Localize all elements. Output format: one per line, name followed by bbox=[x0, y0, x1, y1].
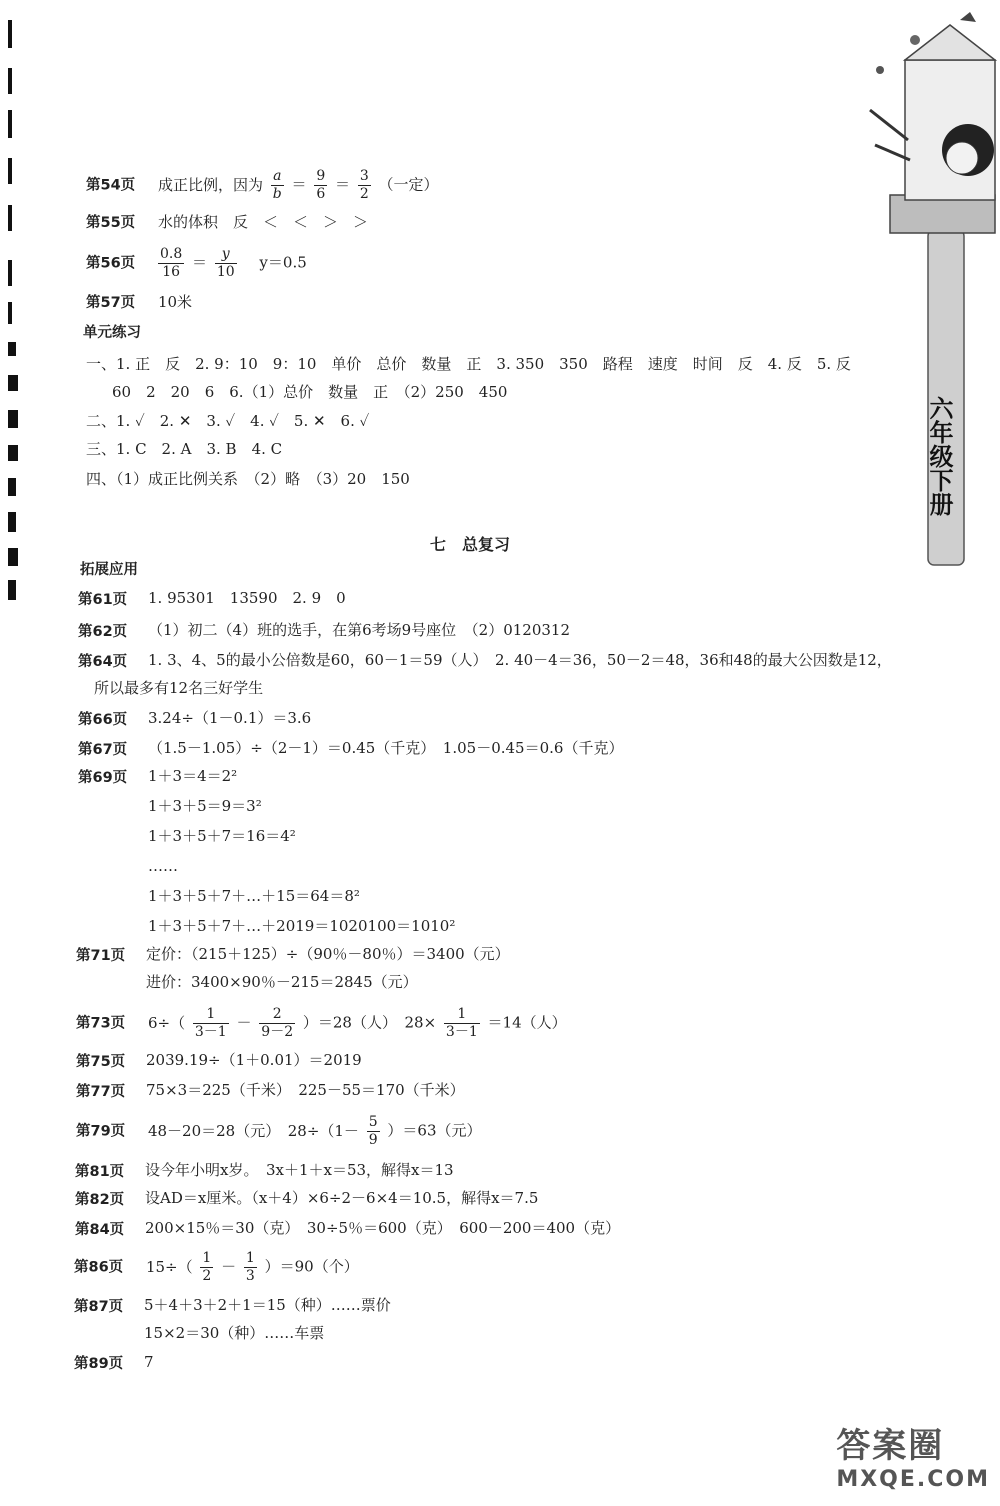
entry-p73 bbox=[76, 1006, 567, 1041]
fraction: $\frac{1}{3}$ bbox=[245, 1250, 255, 1284]
entry-p55 bbox=[86, 212, 368, 233]
minus-sign: － bbox=[221, 1257, 237, 1276]
entry-p86 bbox=[74, 1250, 359, 1285]
grade-side-label: 六年级下册 bbox=[925, 396, 953, 516]
page-number: 第55页 bbox=[86, 215, 136, 231]
answer-line: 设AD＝x厘米。（x＋4）×6÷2－6×4＝10.5，解得x＝7.5 bbox=[145, 1189, 539, 1207]
answer-line: （1）初二（4）班的选手，在第6考场9号座位 （2）0120312 bbox=[148, 621, 571, 639]
answer-line: 1. 95301 13590 2. 9 0 bbox=[148, 589, 346, 607]
answer-line: 75×3＝225（千米） 225－55＝170（千米） bbox=[146, 1081, 465, 1099]
answer-line: 2039.19÷（1＋0.01）＝2019 bbox=[146, 1051, 362, 1069]
unit-practice-line: 一、1. 正 反 2. 9：10 9：10 单价 总价 数量 正 3. 350 350 路程 速度 时间 反 4. 反 5. 反 bbox=[86, 355, 851, 373]
page-number: 第69页 bbox=[78, 770, 128, 786]
page-number: 第75页 bbox=[76, 1054, 126, 1070]
answer-text: 6÷（ bbox=[147, 1013, 186, 1032]
answer-text: 10米 bbox=[157, 293, 193, 311]
answer-line: 7 bbox=[144, 1353, 154, 1371]
page-number: 第73页 bbox=[76, 1015, 126, 1032]
page-number: 第67页 bbox=[78, 742, 128, 758]
fraction: $\frac{y}{10}$ bbox=[216, 246, 235, 280]
answer-line: 1＋3＋5＝9＝3² bbox=[148, 797, 262, 815]
answer-line: 1. 3、4、5的最小公倍数是60，60－1＝59（人） 2. 40－4＝36，50－2＝48，36和48的最大公因数是12， bbox=[148, 651, 892, 669]
answer-line: 5＋4＋3＋2＋1＝15（种）……票价 bbox=[144, 1296, 391, 1314]
equals-sign: ＝ bbox=[291, 175, 307, 194]
page-number: 第62页 bbox=[78, 624, 128, 640]
fraction: $\frac{9}{6}$ bbox=[316, 168, 326, 202]
page-number: 第79页 bbox=[76, 1123, 126, 1140]
page-number: 第84页 bbox=[75, 1222, 125, 1238]
answer-line: 3.24÷（1－0.1）＝3.6 bbox=[148, 709, 312, 727]
page-number: 第56页 bbox=[86, 255, 136, 272]
answer-line: 进价：3400×90％－215＝2845（元） bbox=[146, 973, 418, 991]
equals-sign: ＝ bbox=[335, 175, 351, 194]
fraction: $\frac{1}{3-1}$ bbox=[445, 1006, 478, 1040]
fraction: $\frac{1}{2}$ bbox=[202, 1250, 212, 1284]
page-number: 第61页 bbox=[78, 592, 128, 608]
page-number: 第57页 bbox=[86, 295, 136, 311]
unit-practice-line: 三、1. C 2. A 3. B 4. C bbox=[86, 440, 283, 458]
unit-practice-line: 二、1. ✓ 2. ✕ 3. ✓ 4. ✓ 5. ✕ 6. ✓ bbox=[86, 412, 370, 430]
watermark-logo-text: 答案圈 bbox=[836, 1426, 945, 1466]
answer-line: 15×2＝30（种）……车票 bbox=[144, 1324, 325, 1342]
minus-sign: － bbox=[236, 1013, 252, 1032]
page-number: 第71页 bbox=[76, 948, 126, 964]
fraction: $\frac{2}{9-2}$ bbox=[261, 1006, 294, 1040]
answer-line: 1＋3＋5＋7＝16＝4² bbox=[148, 827, 296, 845]
answer-text: ）＝90（个） bbox=[264, 1257, 359, 1276]
answer-text: 成正比例，因为 bbox=[157, 175, 263, 194]
page-number: 第54页 bbox=[86, 177, 136, 194]
page-number: 第87页 bbox=[74, 1299, 124, 1315]
section-title: 七 总复习 bbox=[430, 535, 511, 554]
answer-text: 水的体积 反 ＜ ＜ ＞ ＞ bbox=[157, 213, 368, 231]
page-number: 第77页 bbox=[76, 1084, 126, 1100]
answer-line: 设今年小明x岁。 3x＋1＋x＝53，解得x＝13 bbox=[145, 1161, 454, 1179]
entry-p54 bbox=[86, 168, 439, 203]
answer-line: …… bbox=[148, 857, 178, 875]
answer-line: 1＋3＋5＋7＋…＋15＝64＝8² bbox=[148, 887, 360, 905]
page-number: 第86页 bbox=[74, 1259, 124, 1276]
fraction: $\frac{1}{3-1}$ bbox=[194, 1006, 227, 1040]
page-number: 第82页 bbox=[75, 1192, 125, 1208]
watermark-url: MXQE.COM bbox=[836, 1467, 990, 1492]
answer-text: 48－20＝28（元） 28÷（1－ bbox=[147, 1121, 359, 1140]
entry-p57 bbox=[86, 292, 192, 313]
page-number: 第81页 bbox=[75, 1164, 125, 1180]
unit-practice-heading: 单元练习 bbox=[83, 325, 141, 341]
fraction: $\frac{3}{2}$ bbox=[359, 168, 369, 202]
answer-text: ）＝28（人） 28× bbox=[302, 1013, 437, 1032]
answer-line: 1＋3＋5＋7＋…＋2019＝1020100＝1010² bbox=[148, 917, 456, 935]
entry-p56 bbox=[86, 246, 307, 281]
entry-p79 bbox=[76, 1114, 482, 1149]
unit-practice-line: 四、（1）成正比例关系 （2）略 （3）20 150 bbox=[86, 470, 410, 488]
answer-text: ）＝63（元） bbox=[387, 1121, 482, 1140]
answer-line: （1.5－1.05）÷（2－1）＝0.45（千克） 1.05－0.45＝0.6（千克） bbox=[148, 739, 624, 757]
watermark bbox=[836, 1418, 990, 1492]
page-number: 第89页 bbox=[74, 1356, 124, 1372]
unit-practice-line: 60 2 20 6 6.（1）总价 数量 正 （2）250 450 bbox=[112, 383, 508, 401]
answer-text: （一定） bbox=[378, 175, 439, 194]
answer-line: 所以最多有12名三好学生 bbox=[94, 679, 264, 697]
answer-text: y＝0.5 bbox=[244, 253, 307, 272]
answer-text: 15÷（ bbox=[145, 1257, 193, 1276]
answer-line: 定价：（215＋125）÷（90％－80％）＝3400（元） bbox=[146, 945, 510, 963]
answer-line: 1＋3＝4＝2² bbox=[148, 767, 238, 785]
fraction: $\frac{a}{b}$ bbox=[272, 168, 282, 202]
equals-sign: ＝ bbox=[192, 253, 208, 272]
answer-text: ＝14（人） bbox=[487, 1013, 567, 1032]
fraction: $\frac{0.8}{16}$ bbox=[159, 246, 183, 280]
answer-line: 200×15％＝30（克） 30÷5％＝600（克） 600－200＝400（克） bbox=[145, 1219, 621, 1237]
extension-heading: 拓展应用 bbox=[80, 562, 138, 578]
page-number: 第66页 bbox=[78, 712, 128, 728]
fraction: $\frac{5}{9}$ bbox=[368, 1114, 378, 1148]
page-number: 第64页 bbox=[78, 654, 128, 670]
